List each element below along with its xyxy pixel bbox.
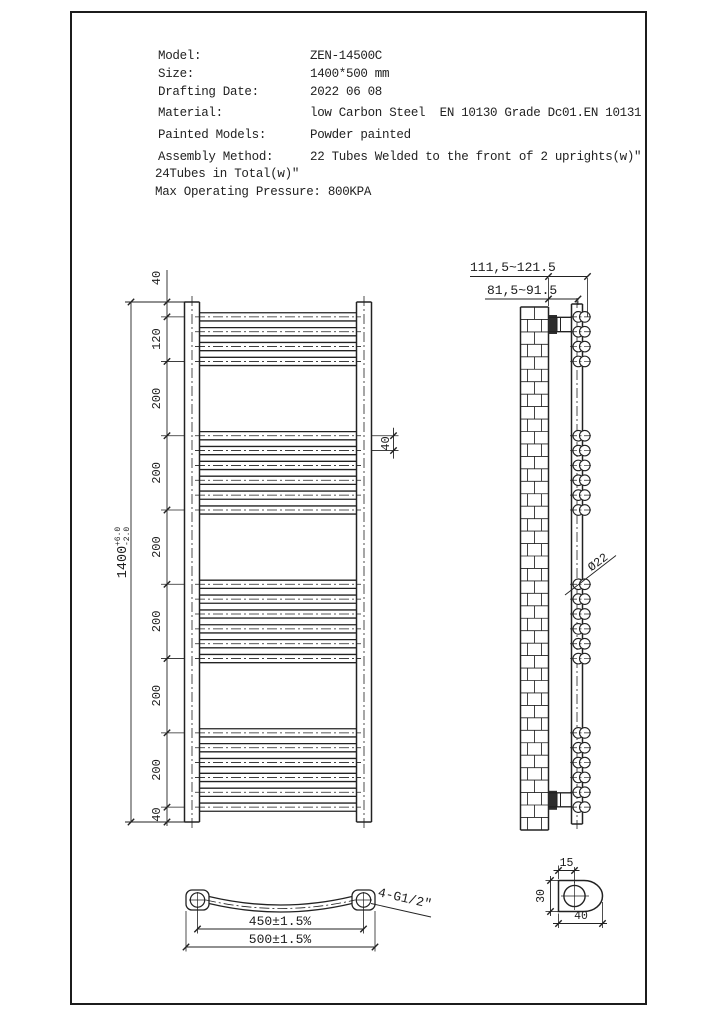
chain-label: 200	[150, 759, 164, 781]
chain-label: 40	[150, 270, 164, 286]
spec-total-tubes: 24Tubes in Total(w)″	[155, 167, 300, 181]
spec-row-date: Drafting Date: 2022 06 08	[158, 85, 383, 99]
chain-dimension-labels	[150, 271, 164, 822]
spec-row-assembly: Assembly Method: 22 Tubes Welded to the front of 2 uprights(w)″	[158, 150, 642, 164]
tube-diameter-label: Ø22	[585, 550, 612, 575]
chain-label: 200	[150, 462, 164, 484]
detail-hole-offset-dim: 15	[559, 857, 574, 870]
spec-row-material: Material: low Carbon Steel EN 10130 Grade Dc01.EN 10131	[158, 106, 642, 120]
front-view	[125, 270, 399, 828]
tolerance-minus: -2.0	[123, 526, 132, 546]
spec-block	[0, 0, 720, 220]
inner-width-dim: 450±1.5%	[248, 914, 312, 929]
detail-width-dim: 40	[574, 910, 588, 923]
chain-label: 200	[150, 610, 164, 633]
front-overall-dim	[114, 527, 132, 579]
outer-width-dim: 500±1.5%	[248, 932, 312, 947]
wall-to-tube-dim: 111,5~121.5	[470, 260, 556, 275]
spec-row-painted: Painted Models: Powder painted	[158, 128, 411, 142]
chain-label: 200	[150, 536, 164, 558]
chain-label: 120	[150, 328, 164, 350]
spec-row-size: Size: 1400*500 mm	[158, 67, 390, 81]
tolerance-plus: +6.0	[114, 526, 123, 546]
chain-label: 200	[150, 387, 164, 410]
spec-row-model: Model: ZEN-14500C	[158, 49, 383, 63]
overall-height-label: 1400	[116, 545, 131, 579]
chain-label: 200	[150, 684, 164, 707]
spec-pressure: Max Operating Pressure: 800KPA	[155, 185, 372, 199]
wall-to-upright-dim: 81,5~91.5	[487, 283, 558, 298]
fitting-thread-label: 4-G1/2"	[376, 885, 434, 913]
side-view	[470, 273, 616, 830]
tube-pitch-label: 40	[379, 436, 393, 451]
detail-height-dim: 30	[535, 889, 548, 903]
chain-label: 40	[150, 807, 164, 822]
